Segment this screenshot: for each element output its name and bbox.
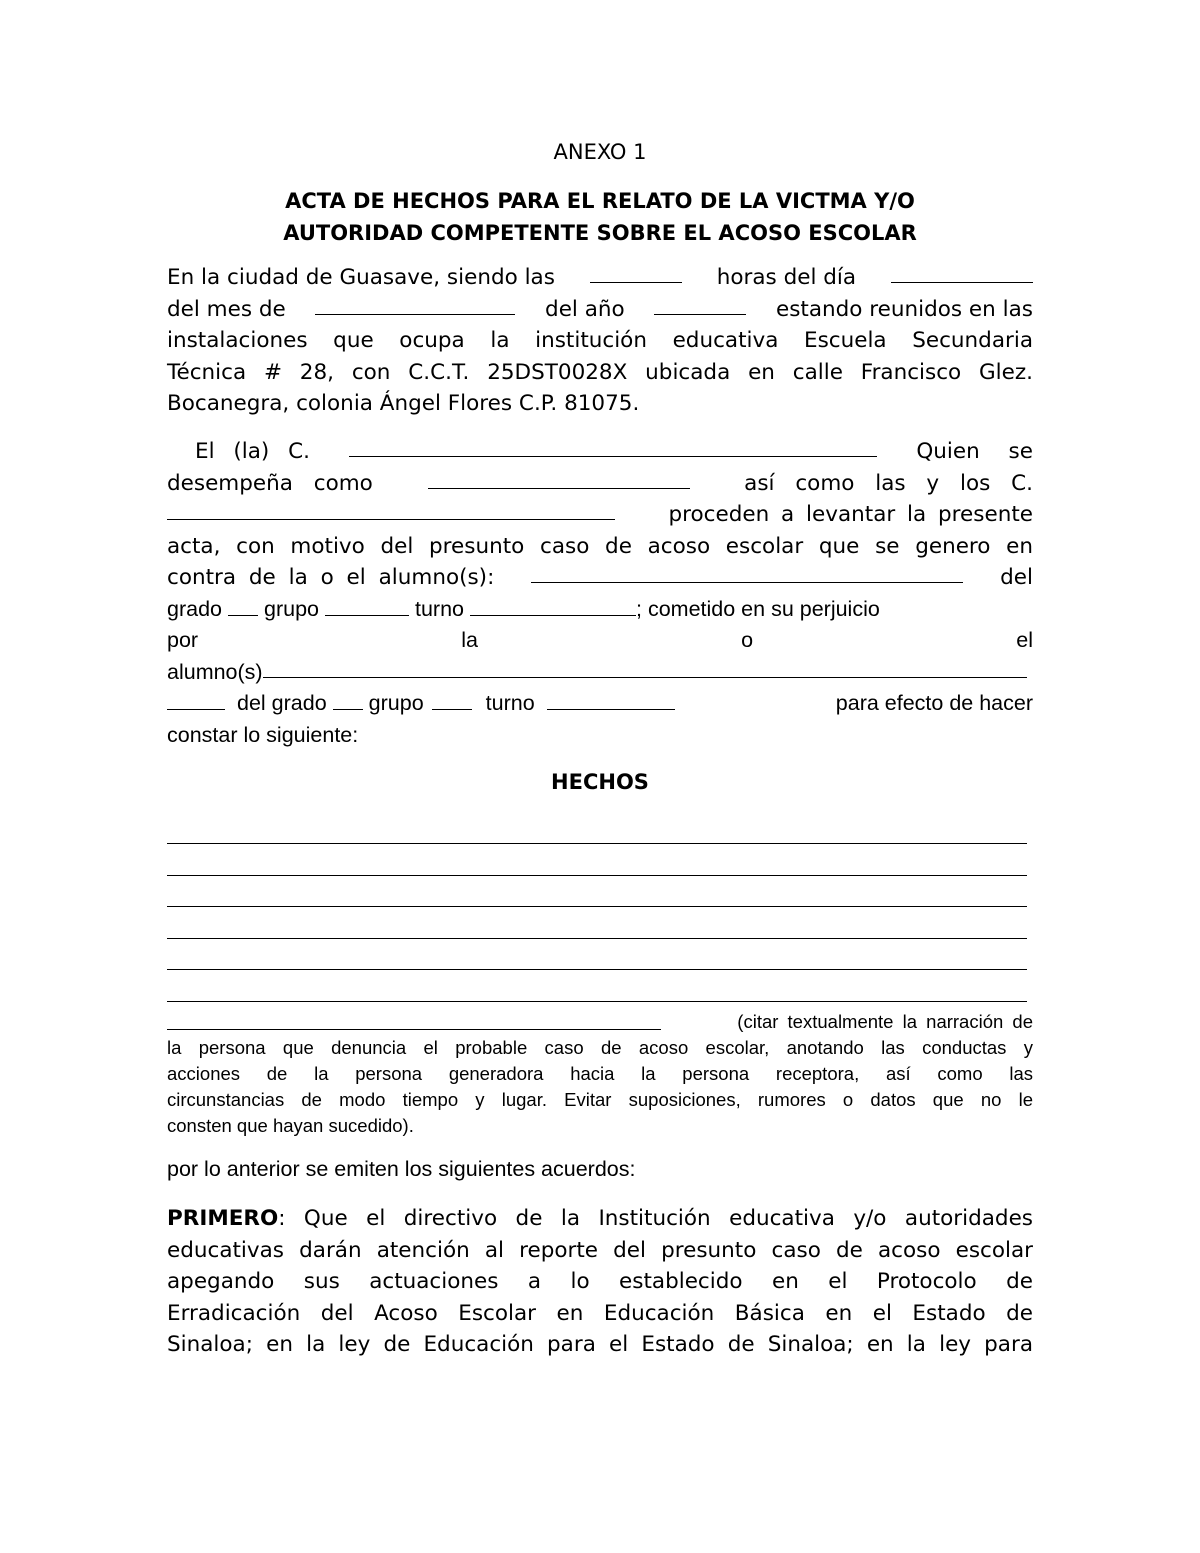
parties-line-1 [167, 436, 1033, 468]
first-agreement-label: PRIMERO [167, 1206, 279, 1231]
parties-text: grado [167, 596, 222, 621]
facts-line-3[interactable] [167, 906, 1027, 907]
intro-text: del año [545, 296, 625, 322]
victim-group-blank[interactable] [325, 595, 409, 616]
facts-line-4[interactable] [167, 938, 1027, 939]
parties-text: ; cometido en su perjuicio [636, 596, 880, 621]
victim-grade-blank[interactable] [228, 595, 258, 616]
intro-line-3: instalaciones que ocupa la institución educativa Escuela Secundaria [167, 328, 1033, 353]
parties-text: el [1016, 628, 1033, 652]
parties-line-7 [167, 625, 1033, 657]
parties-text: o [741, 628, 754, 652]
parties-text: turno [415, 596, 465, 621]
parties-line-4: acta, con motivo del presunto caso de acoso escolar que se genero en [167, 533, 1033, 559]
position-blank[interactable] [428, 468, 690, 489]
parties-text: así como las y los C. [744, 470, 1033, 496]
aggressor-group-blank[interactable] [432, 689, 472, 710]
aggressor-grade-blank[interactable] [333, 689, 363, 710]
parties-paragraph [167, 436, 1033, 751]
day-blank[interactable] [891, 262, 1033, 283]
note-line-5: consten que hayan sucedido). [167, 1115, 414, 1136]
parties-line-6 [167, 594, 1033, 626]
first-agreement-line-4: Erradicación del Acoso Escolar en Educación Básica en el Estado de [167, 1300, 1033, 1326]
facts-line-2[interactable] [167, 875, 1027, 876]
title-line-2: AUTORIDAD COMPETENTE SOBRE EL ACOSO ESCOLAR [283, 221, 917, 245]
facts-heading: HECHOS [551, 770, 649, 794]
agreements-intro: por lo anterior se emiten los siguientes acuerdos: [167, 1157, 636, 1181]
parties-line-2 [167, 468, 1033, 500]
parties-text: proceden a levantar la presente [668, 502, 1033, 527]
annex-label: ANEXO 1 [553, 140, 647, 164]
aggressor-extra-blank[interactable] [167, 689, 225, 710]
year-blank[interactable] [654, 294, 746, 315]
victim-name-blank[interactable] [531, 562, 963, 583]
intro-text: del mes de [167, 296, 286, 322]
first-agreement-line-3: apegando sus actuaciones a lo establecido en el Protocolo de [167, 1269, 1033, 1294]
parties-line-9 [167, 688, 1033, 720]
parties-text: contra de la o el alumno(s): [167, 565, 495, 590]
note-line-1 [167, 1009, 1033, 1035]
intro-line-5: Bocanegra, colonia Ángel Flores C.P. 81075. [167, 391, 640, 416]
facts-line-7[interactable] [167, 1009, 661, 1030]
facts-line-1[interactable] [167, 843, 1027, 844]
month-blank[interactable] [315, 294, 515, 315]
note-line-4: circunstancias de modo tiempo y lugar. Evitar suposiciones, rumores o datos que no le [167, 1089, 1033, 1110]
parties-text: del grado [237, 691, 327, 715]
first-agreement-line-1 [167, 1203, 1033, 1235]
title-line-1: ACTA DE HECHOS PARA EL RELATO DE LA VICTMA Y/O [285, 189, 915, 213]
parties-line-3 [167, 499, 1033, 531]
parties-line-8 [167, 657, 1033, 689]
first-agreement-line-2: educativas darán atención al reporte del presunto caso de acoso escolar [167, 1237, 1033, 1263]
intro-line-4: Técnica # 28, con C.C.T. 25DST0028X ubicada en calle Francisco Glez. [167, 359, 1033, 385]
parties-text: por [167, 628, 199, 652]
parties-text: la [461, 628, 478, 652]
first-agreement [167, 1203, 1033, 1361]
first-agreement-text: : Que el directivo de la Institución educativa y/o autoridades [278, 1206, 1033, 1231]
parties-line-10: constar lo siguiente: [167, 722, 359, 747]
intro-text: horas del día [716, 265, 857, 290]
note-line-2: la persona que denuncia el probable caso de acoso escolar, anotando las conductas y [167, 1037, 1033, 1058]
first-agreement-line-5: Sinaloa; en la ley de Educación para el Estado de Sinaloa; en la ley para [167, 1332, 1033, 1357]
note-line-3: acciones de la persona generadora hacia la persona receptora, así como las [167, 1063, 1033, 1084]
parties-text: grupo [264, 596, 319, 621]
facts-instructions [167, 1009, 1033, 1139]
facts-line-5[interactable] [167, 969, 1027, 970]
victim-shift-blank[interactable] [470, 595, 636, 616]
witnesses-blank[interactable] [167, 499, 615, 520]
parties-text: grupo [368, 691, 424, 715]
document-title [167, 185, 1033, 249]
parties-text: Quien se [916, 439, 1033, 464]
parties-text: desempeña como [167, 470, 373, 496]
parties-text: para efecto de hacer [835, 691, 1033, 715]
intro-line-1 [167, 262, 1033, 294]
intro-text: estando reunidos en las [775, 296, 1033, 322]
parties-text: El (la) C. [195, 439, 310, 464]
person-name-blank[interactable] [349, 436, 877, 457]
intro-paragraph [167, 262, 1033, 420]
aggressor-name-blank[interactable] [263, 657, 1027, 678]
facts-line-6[interactable] [167, 1001, 1027, 1002]
aggressor-shift-blank[interactable] [547, 689, 675, 710]
note-text: (citar textualmente la narración de [737, 1011, 1033, 1032]
intro-text: En la ciudad de Guasave, siendo las [167, 265, 555, 290]
intro-line-2 [167, 294, 1033, 326]
parties-text: del [1000, 565, 1033, 590]
parties-text: turno [485, 691, 535, 715]
parties-text: alumno(s) [167, 659, 263, 684]
hour-blank[interactable] [590, 262, 682, 283]
parties-line-5 [167, 562, 1033, 594]
